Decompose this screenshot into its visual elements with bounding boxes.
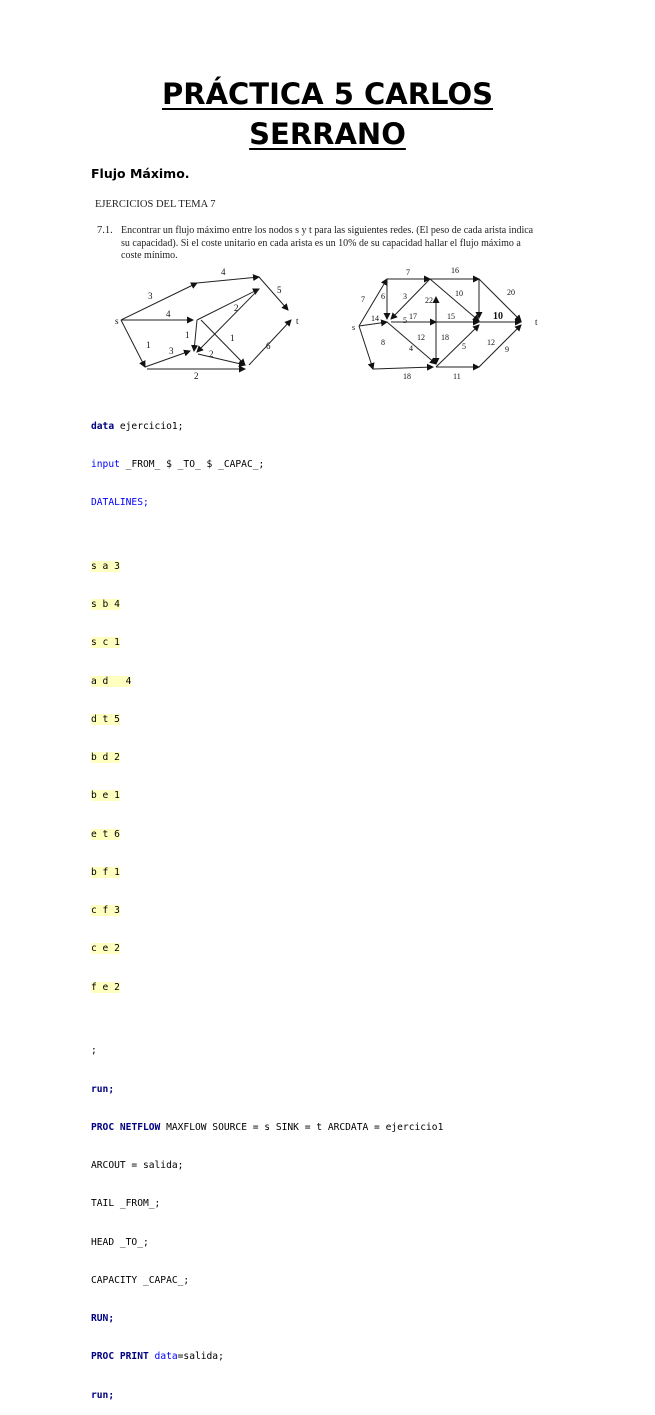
diagram-label: 18: [441, 333, 449, 342]
data-row: s b 4: [91, 599, 120, 610]
code-line: [91, 1122, 443, 1135]
data-row: e t 6: [91, 828, 120, 840]
data-row: a d 4: [91, 675, 132, 687]
network-diagrams: [91, 199, 551, 379]
data-row: c e 2: [91, 943, 120, 955]
graph1-node-t: t: [296, 316, 299, 326]
code-token: =salida;: [177, 1351, 224, 1363]
code-token: PROC PRINT: [91, 1351, 149, 1363]
code-token: ;: [91, 1045, 97, 1057]
code-line: [91, 1084, 443, 1097]
data-row: s c 1: [91, 637, 120, 649]
diagram-label: 6: [266, 341, 271, 351]
diagram-label: 8: [381, 338, 385, 347]
diagram-label: 4: [409, 344, 413, 353]
diagram-label: 12: [417, 333, 425, 342]
code-line: [91, 421, 443, 434]
graph1-edges: [121, 277, 291, 369]
code-token: data: [148, 1351, 178, 1363]
diagram-label: 1: [146, 340, 151, 350]
diagram-label: 1: [230, 333, 235, 343]
code-line: [91, 1351, 443, 1364]
data-row: s a 3: [91, 560, 120, 572]
diagram-label: 20: [507, 288, 515, 297]
code-token: [91, 790, 443, 803]
diagram-label: 5: [403, 316, 407, 325]
exercise-heading: EJERCICIOS DEL TEMA 7: [95, 199, 216, 210]
code-line: [91, 497, 443, 510]
code-token: ejercicio1;: [114, 420, 184, 432]
diagram-label: 2: [234, 303, 239, 313]
code-token: run;: [91, 1083, 115, 1095]
code-token: [91, 676, 443, 689]
diagram-label: 7: [361, 295, 365, 304]
data-row: c f 3: [91, 905, 120, 916]
code-token: [91, 752, 443, 765]
code-line: [91, 1275, 443, 1288]
code-token: CAPACITY _CAPAC_;: [91, 1274, 190, 1286]
diagram-label: 1: [185, 330, 190, 340]
code-token: [91, 714, 443, 727]
diagram-label: 3: [403, 292, 407, 301]
code-token: [91, 867, 443, 880]
code-line: [91, 1390, 443, 1403]
code-token: [91, 561, 443, 574]
data-row: f e 2: [91, 981, 120, 993]
graph2-node-t: t: [535, 317, 538, 327]
diagram-label: 22: [425, 296, 433, 305]
code-line: [91, 1313, 443, 1326]
code-token: TAIL _FROM_;: [91, 1198, 161, 1210]
diagram-label: 2: [209, 349, 214, 359]
datalines-block: [91, 535, 443, 1020]
code-token: [91, 982, 443, 995]
code-token: MAXFLOW SOURCE = s SINK = t ARCDATA = ejercicio1: [160, 1121, 444, 1133]
code-token: NETFLOW: [119, 1121, 161, 1133]
code-token: _FROM_ $ _TO_ $ _CAPAC_;: [119, 458, 265, 470]
exercise-text: Encontrar un flujo máximo entre los nodos s y t para las siguientes redes. (El peso de cada arista indica su capacidad). Si el coste unitario en cada arista es un 10% de su capacidad hallar el flujo máximo a coste mínimo.: [121, 225, 534, 261]
page-title: [0, 74, 655, 154]
code-line: [91, 1237, 443, 1250]
code-token: run;: [91, 1389, 115, 1401]
diagram-label: 5: [277, 285, 282, 295]
code-token: ARCOUT = salida;: [91, 1160, 184, 1171]
code-token: DATALINES;: [91, 497, 149, 508]
diagram-label: 4: [221, 267, 226, 277]
code-token: [91, 943, 443, 956]
scanned-exercise-image: [91, 199, 551, 379]
data-row: d t 5: [91, 713, 120, 725]
diagram-label: 9: [505, 345, 509, 354]
diagram-label: 12: [487, 338, 495, 347]
diagram-label: 10: [455, 289, 463, 298]
diagram-label: 18: [403, 372, 411, 379]
sas-code-block: [91, 395, 443, 1415]
code-token: [91, 599, 443, 612]
diagram-label: 3: [169, 346, 174, 356]
diagram-label: 17: [409, 312, 417, 321]
code-token: [91, 905, 443, 918]
data-row: b d 2: [91, 752, 120, 763]
code-token: PROC: [91, 1121, 115, 1133]
title-line-2: SERRANO: [249, 117, 406, 151]
exercise-number: 7.1.: [97, 225, 113, 236]
diagram-label: 4: [166, 309, 171, 319]
diagram-label: 6: [381, 292, 385, 301]
code-line: [91, 1198, 443, 1211]
code-token: [91, 637, 443, 650]
diagram-label: 5: [462, 342, 466, 351]
graph1-node-s: s: [115, 316, 119, 326]
code-token: input: [91, 458, 120, 470]
diagram-label: 7: [406, 268, 410, 277]
code-line: [91, 1160, 443, 1173]
diagram-label: 3: [148, 291, 153, 301]
diagram-label: 16: [451, 266, 459, 275]
diagram-label: 10: [493, 311, 503, 322]
code-line: [91, 1045, 443, 1058]
diagram-label: 14: [371, 314, 379, 323]
graph2-node-s: s: [352, 323, 356, 332]
title-line-1: PRÁCTICA 5 CARLOS: [161, 77, 494, 111]
code-line: [91, 459, 443, 472]
data-row: b e 1: [91, 790, 120, 802]
diagram-label: 2: [194, 371, 199, 379]
data-row: b f 1: [91, 866, 120, 878]
diagram-label: 11: [453, 372, 461, 379]
code-token: [91, 829, 443, 842]
code-token: data: [91, 420, 115, 432]
code-token: HEAD _TO_;: [91, 1236, 149, 1248]
code-token: RUN;: [91, 1313, 115, 1324]
section-heading: Flujo Máximo.: [91, 166, 190, 181]
diagram-label: 15: [447, 312, 455, 321]
